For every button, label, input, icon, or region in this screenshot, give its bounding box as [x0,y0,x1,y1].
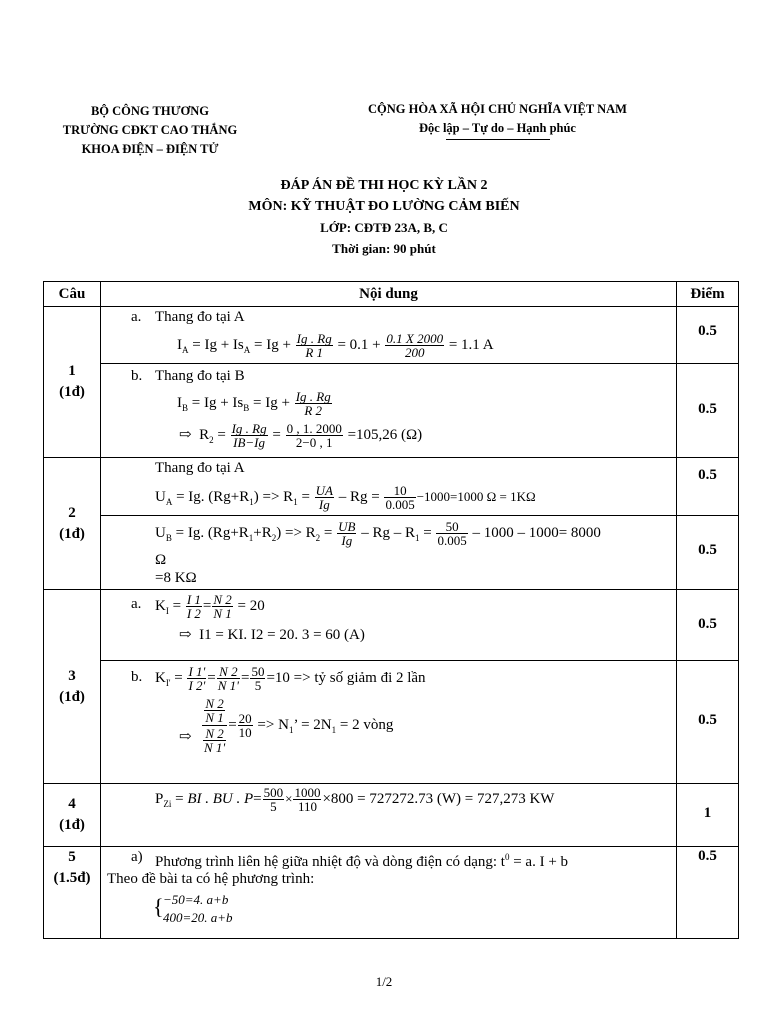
cf-top-den: N 1 [205,710,224,725]
p-fr2-num: 1000 [294,785,321,800]
p-fraction2 [293,786,321,813]
q5a-text-part2: = a. I + b [509,854,569,870]
kb-eq3: = [240,669,250,686]
q2a-points-value: 0.5 [698,467,717,483]
class-title: LỚP: CĐTĐ 23A, B, C [320,220,448,235]
ub-mid4: = [320,524,333,541]
r2-eq2: = [272,426,281,443]
cf-sub: 1 [288,724,294,735]
q1b-marker: b. [131,368,143,384]
ub-mid3: ) => R [276,524,316,541]
q5-label [44,847,101,939]
p-result: ×800 = 727272.73 (W) = 727,273 KW [322,790,555,807]
duration-title: Thời gian: 90 phút [332,241,436,256]
ub-mid6: = [419,524,432,541]
kb-fraction2 [217,665,240,692]
ub-lhs: U [155,524,166,541]
ki-result: = 20 [237,597,265,614]
q2-label-text: Thang đo tại A [155,460,245,476]
q1-row-b [44,364,739,458]
cf-bot-den: N 1' [204,740,226,755]
q2-weight: (1đ) [59,525,85,542]
ia-lhs: I [177,336,182,353]
ua-sub: A [165,496,173,507]
q5-weight: (1.5đ) [53,870,91,886]
faculty-name: KHOA ĐIỆN – ĐIỆN TỬ [81,142,219,156]
cf-bot-fraction [203,727,226,754]
ub-sub3: 2 [271,532,277,543]
q4-points [677,784,739,847]
q3-row-a [44,590,739,661]
q3b-formula [155,665,426,693]
q5-row [44,847,739,939]
kb-fr-den: I 2' [188,678,206,693]
kb-sub: I' [165,677,171,688]
q3a-points-value: 0.5 [698,616,717,632]
q4-label [44,784,101,847]
ub-sub4: 2 [315,532,321,543]
kb-fr-num: I 1' [188,664,206,679]
r2-fr2-num: 0 , 1. 2000 [286,421,342,436]
answer-table [43,281,739,939]
ub-fr-den: Ig [341,533,353,548]
ministry-header [40,102,260,159]
q4-formula [155,786,554,814]
q1-weight: (1đ) [59,384,85,400]
q4-content [101,784,677,847]
ib-fr-den: R 2 [304,403,323,418]
cf-top-fraction [204,697,224,724]
r2-arrow-icon: ⇨ [179,426,192,443]
ia-fr2-den: 200 [404,345,425,360]
system-brace: { [153,894,164,919]
ministry-name: BỘ CÔNG THƯƠNG [90,104,210,118]
header-question: Câu [44,282,101,307]
q3a-marker: a. [131,596,142,612]
p-sub: Zi [163,798,172,809]
cf-fr-den: 10 [238,725,252,740]
cf-top [202,697,227,726]
subject-title: MÔN: KỸ THUẬT ĐO LƯỜNG CẢM BIẾN [248,199,520,214]
ub-unit: Ω [155,552,167,568]
q1b-content [101,364,677,458]
ia-mid2: = Ig + [250,336,291,353]
ia-fr-den: R 1 [305,345,324,360]
ua-lhs: U [155,488,166,505]
p-eq2: = [253,790,262,807]
ub-sub: B [165,532,172,543]
ib-sub2: B [243,402,250,413]
q4-points-value: 1 [703,805,712,821]
country-name: CỘNG HÒA XÃ HỘI CHỦ NGHĨA VIỆT NAM [368,102,627,116]
ua-result: −1000=1000 Ω = 1KΩ [416,488,536,504]
q2-label [44,458,101,590]
kb-lhs: K [155,669,166,686]
exam-titles [0,175,768,259]
ia-mid: = Ig + Is [188,336,244,353]
r2-sub: 2 [209,434,214,445]
q2b-content [101,516,677,590]
r2-fraction [231,422,268,449]
ub-mid5: – Rg – R [361,524,415,541]
q3-number: 3 [68,667,76,684]
q1-label [44,307,101,458]
ia-fr2-num: 0.1 X 2000 [386,331,444,346]
q1b-label: Thang đo tại B [155,368,245,384]
ua-fr-den: Ig [318,497,330,512]
q3b-marker: b. [131,669,143,685]
q3b-content [101,661,677,784]
ib-fraction [295,390,332,417]
q3a-formula [155,593,265,621]
cf-bot-num: N 2 [203,727,226,741]
kb-fr2-den: N 1' [217,678,239,693]
q2b-points-value: 0.5 [698,542,717,558]
ub-sub5: 1 [415,532,420,543]
q1b-formula [177,390,333,418]
q1a-formula [177,332,494,360]
ua-mid3: = [297,488,310,505]
r2-eq: = [213,426,226,443]
equation-2: 400=20. a+b [163,910,233,925]
ib-mid2: = Ig + [249,394,290,411]
ki-fr-num: I 1 [186,592,201,607]
ki-fr2-num: N 2 [213,592,232,607]
ia-eq: = 0.1 + [337,336,381,353]
p-fr-den: 5 [270,799,277,814]
ki-eq: = [168,597,182,614]
ia-fr-num: Ig . Rg [296,331,332,346]
q5-points-value: 0.5 [698,848,717,864]
q1-row-a [44,307,739,364]
ia-fraction [296,332,333,359]
ia-fraction2 [385,332,444,359]
ki-sub: I [165,605,169,616]
q1b-points-value: 0.5 [698,401,717,417]
kb-result: =10 => tỷ số giảm đi 2 lần [266,669,426,686]
ua-fr2-den: 0.005 [385,497,415,512]
ki-fr-den: I 2 [186,606,201,621]
ua-mid4: – Rg = [338,488,380,505]
cf-eq: = [228,716,237,733]
page-number: 1/2 [375,974,393,989]
ia-result: = 1.1 A [448,336,494,353]
ub-mid2: +R [253,524,272,541]
p-times: × [285,790,293,806]
q2a-formula [155,484,536,512]
ua-mid2: ) => R [253,488,294,505]
ub-fr2-num: 50 [436,520,467,534]
q5-points [677,847,739,939]
national-motto: Độc lập – Tự do – Hạnh phúc [419,121,576,135]
ub-fr2-den: 0.005 [437,533,467,548]
cf-res2: ’ = 2N [293,716,332,733]
q3a-points [677,590,739,661]
r2-lhs: R [199,426,210,443]
cf-sub2: 1 [331,724,337,735]
national-header [350,100,645,140]
ua-fr2-num: 10 [384,484,415,498]
cf-top-num: N 2 [205,696,224,711]
q5a-marker: a) [131,849,143,865]
ub-mid: = Ig. (Rg+R [171,524,249,541]
ua-mid: = Ig. (Rg+R [172,488,250,505]
ki-fraction [186,593,202,620]
cf-bottom [202,726,227,754]
q3b-points [677,661,739,784]
q1a-points [677,307,739,364]
ub-fraction [337,520,356,547]
q5a-text-part1: Phương trình liên hệ giữa nhiệt độ và dòng điện có dạng: t [155,854,505,870]
kb-eq: = [170,669,183,686]
header-points: Điểm [677,282,739,307]
ki-lhs: K [155,597,166,614]
cf-arrow-icon: ⇨ [179,729,192,745]
q4-weight: (1đ) [59,817,85,833]
r2-fr2-den: 2−0 , 1 [295,435,333,450]
p-eq: = [171,790,188,807]
ki-fr2-den: N 1 [213,606,232,621]
ia-sub2: A [243,344,251,355]
q5a-sup: 0 [504,852,510,862]
i1-text: I1 = KI. I2 = 20. 3 = 60 (A) [199,627,365,643]
ub-fraction2 [436,520,467,547]
ua-fraction2 [384,484,415,511]
cf-res: => N [257,716,289,733]
cf-res3: = 2 vòng [336,716,394,733]
ua-sub3: 1 [293,496,298,507]
q3b-compound-fraction [201,697,393,754]
ub-result: – 1000 – 1000= 8000 [472,524,601,541]
cf-fraction [202,697,227,754]
cf-fraction2 [238,712,253,739]
q1a-marker: a. [131,309,142,325]
kb-fr3-num: 50 [251,664,265,679]
q2a-content [101,458,677,516]
q1b-points [677,364,739,458]
r2-result: =105,26 (Ω) [347,426,423,443]
q2b-points [677,516,739,590]
equation-system [163,891,233,927]
q2-number: 2 [68,504,76,521]
p-fr-num: 500 [263,785,284,800]
q1-number: 1 [68,363,76,379]
ua-sub2: 1 [249,496,254,507]
q4-number: 4 [68,796,76,812]
equation-1: −50=4. a+b [163,892,229,907]
q3-weight: (1đ) [59,688,85,705]
kb-eq2: = [207,669,216,686]
q1a-label: Thang đo tại A [155,309,245,325]
table-header-row [44,282,739,307]
kb-fr3-den: 5 [254,678,262,693]
q5-line2: Theo đề bài ta có hệ phương trình: [107,871,315,887]
motto-underline [446,139,550,140]
header-content: Nội dung [101,282,677,307]
ki-eq2: = [202,597,212,614]
ib-lhs: I [177,394,182,411]
q3-label [44,590,101,784]
r2-fraction2 [286,422,343,449]
ub-sub2: 1 [248,532,254,543]
ua-fr-num: UA [315,483,333,498]
q5-content [101,847,677,939]
p-fr2-den: 110 [297,799,317,814]
q1b-r2-formula [179,422,422,450]
q3a-content [101,590,677,661]
q2-row-b [44,516,739,590]
r2-fr-num: Ig . Rg [231,421,267,436]
ub-result2: =8 KΩ [155,570,197,586]
p-expr: BI . BU . P [187,790,254,807]
r2-fr-den: IB−Ig [233,435,266,450]
q3b-points-value: 0.5 [698,712,717,728]
q5-number: 5 [68,849,76,865]
exam-title: ĐÁP ÁN ĐỀ THI HỌC KỲ LẦN 2 [280,178,488,193]
q4-row [44,784,739,847]
i1-arrow-icon: ⇨ [179,627,192,643]
ib-fr-num: Ig . Rg [295,389,331,404]
kb-fraction [187,665,206,692]
kb-fraction3 [250,665,265,692]
q2-row-a [44,458,739,516]
q2b-formula [155,520,601,548]
q1a-points-value: 0.5 [698,323,717,339]
q2a-points [677,458,739,516]
school-name: TRƯỜNG CĐKT CAO THẮNG [62,123,238,137]
ib-mid: = Ig + Is [188,394,244,411]
p-fraction [263,786,285,813]
p-lhs: P [155,790,164,807]
q3-row-b [44,661,739,784]
cf-fr-num: 20 [238,711,252,726]
q3a-i1-line [179,625,365,645]
ia-sub: A [182,344,189,355]
ib-sub: B [182,402,189,413]
kb-fr2-num: N 2 [217,665,240,679]
ub-fr-num: UB [338,519,356,534]
q1a-content [101,307,677,364]
ki-fraction2 [212,593,232,620]
ua-fraction [315,484,334,511]
